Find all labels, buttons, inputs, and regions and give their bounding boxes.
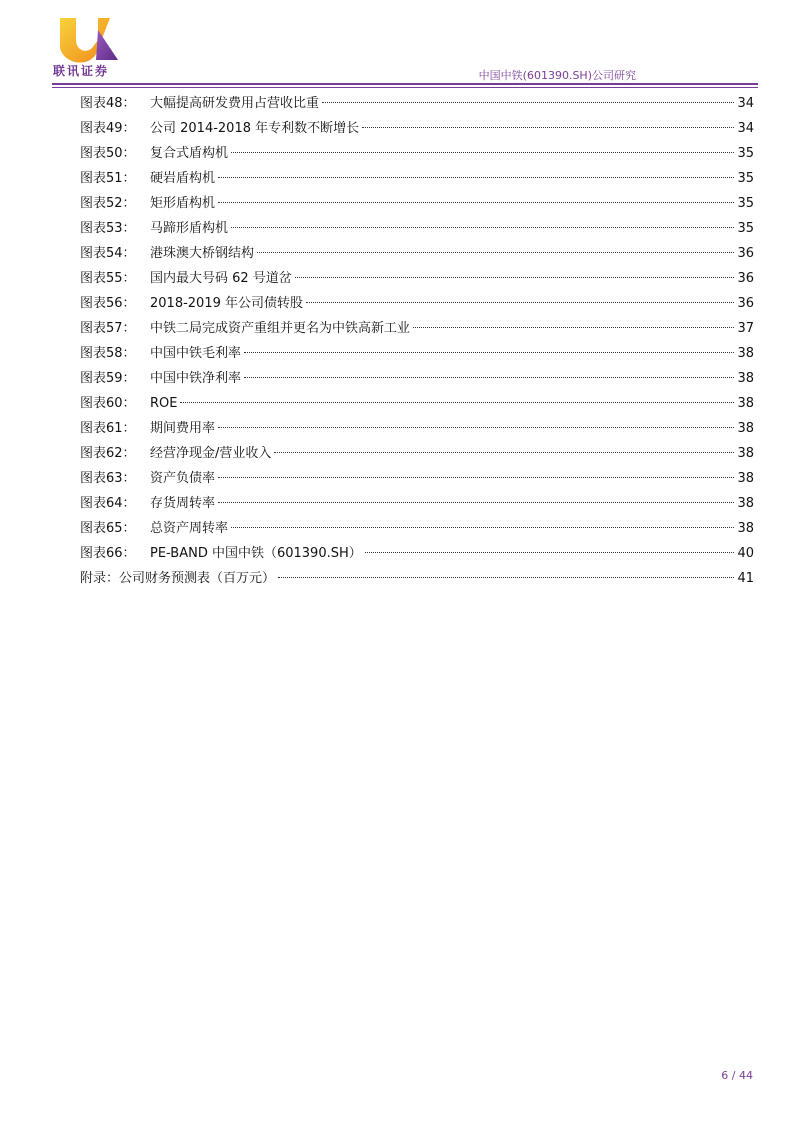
toc-entry[interactable] xyxy=(80,466,754,491)
toc-entry-title: 国内最大号码 62 号道岔 xyxy=(150,271,292,286)
toc-entry-title: 中国中铁净利率 xyxy=(150,371,242,386)
toc-entry-page: 38 xyxy=(737,371,754,386)
toc-entry-label: 图表49： xyxy=(80,121,136,136)
toc-entry-label: 图表58： xyxy=(80,346,136,361)
toc-entry-title: 经营净现金/营业收入 xyxy=(150,446,272,461)
header-rule xyxy=(52,83,758,85)
toc-entry-page: 38 xyxy=(737,396,754,411)
toc-entry-page: 37 xyxy=(737,321,754,336)
toc-entry-label: 图表54： xyxy=(80,246,136,261)
toc-entry-label: 图表62： xyxy=(80,446,136,461)
toc-entry-label: 图表61： xyxy=(80,421,136,436)
toc-entry-title: 矩形盾构机 xyxy=(150,196,216,211)
toc-entry[interactable] xyxy=(80,191,754,216)
page-number: 6 / 44 xyxy=(721,1069,753,1082)
dot-leader xyxy=(274,451,734,453)
dot-leader xyxy=(306,301,734,303)
toc-entry[interactable] xyxy=(80,166,754,191)
toc-entry-label: 图表57： xyxy=(80,321,136,336)
toc-entry[interactable] xyxy=(80,341,754,366)
dot-leader xyxy=(180,401,734,403)
toc-entry-label: 图表64： xyxy=(80,496,136,511)
toc-entry-page: 36 xyxy=(737,246,754,261)
dot-leader xyxy=(244,351,734,353)
toc-entry-page: 38 xyxy=(737,421,754,436)
toc-entry-title: PE-BAND 中国中铁（601390.SH） xyxy=(150,546,362,561)
toc-entry-title: 中国中铁毛利率 xyxy=(150,346,242,361)
toc-entry-title: 资产负债率 xyxy=(150,471,216,486)
toc-entry[interactable] xyxy=(80,291,754,316)
toc-entry-title: 中铁二局完成资产重组并更名为中铁高新工业 xyxy=(150,321,411,336)
logo-text: 联讯证券 xyxy=(53,64,110,78)
dot-leader xyxy=(413,326,734,328)
dot-leader xyxy=(218,476,734,478)
toc-entry[interactable] xyxy=(80,316,754,341)
toc-entry-title: 公司 2014-2018 年专利数不断增长 xyxy=(150,121,360,136)
toc-entry-label: 图表51： xyxy=(80,171,136,186)
toc-entry[interactable] xyxy=(80,91,754,116)
dot-leader xyxy=(231,151,734,153)
toc-entry-title: 大幅提高研发费用占营收比重 xyxy=(150,96,320,111)
toc-entry-label: 图表66： xyxy=(80,546,136,561)
toc-entry-appendix[interactable] xyxy=(80,566,754,591)
toc-entry[interactable] xyxy=(80,516,754,541)
dot-leader xyxy=(362,126,734,128)
toc-entry[interactable] xyxy=(80,491,754,516)
toc-entry[interactable] xyxy=(80,216,754,241)
dot-leader xyxy=(218,201,734,203)
toc-entry-title: 附录：公司财务预测表（百万元） xyxy=(80,571,276,586)
toc-entry-page: 40 xyxy=(737,546,754,561)
toc-entry-label: 图表60： xyxy=(80,396,136,411)
dot-leader xyxy=(322,101,734,103)
toc-entry-page: 35 xyxy=(737,196,754,211)
toc-entry-label: 图表52： xyxy=(80,196,136,211)
dot-leader xyxy=(231,226,734,228)
toc-entry-page: 38 xyxy=(737,346,754,361)
toc-entry-label: 图表48： xyxy=(80,96,136,111)
toc-entry-page: 38 xyxy=(737,446,754,461)
toc-entry-title: 存货周转率 xyxy=(150,496,216,511)
toc-entry[interactable] xyxy=(80,391,754,416)
toc-entry-title: 2018-2019 年公司债转股 xyxy=(150,296,303,311)
toc-entry-label: 图表50： xyxy=(80,146,136,161)
dot-leader xyxy=(218,176,734,178)
dot-leader xyxy=(218,501,734,503)
toc-entry-page: 38 xyxy=(737,521,754,536)
dot-leader xyxy=(231,526,734,528)
toc-entry-label: 图表59： xyxy=(80,371,136,386)
toc-entry-page: 36 xyxy=(737,296,754,311)
toc-entry-page: 36 xyxy=(737,271,754,286)
toc-entry-title: 期间费用率 xyxy=(150,421,216,436)
dot-leader xyxy=(244,376,734,378)
header-title: 中国中铁(601390.SH)公司研究 xyxy=(478,69,636,82)
toc-entry-page: 38 xyxy=(737,471,754,486)
toc-entry-title: 总资产周转率 xyxy=(150,521,229,536)
dot-leader xyxy=(278,576,734,578)
toc-entry[interactable] xyxy=(80,441,754,466)
toc-entry-label: 图表55： xyxy=(80,271,136,286)
toc-entry[interactable] xyxy=(80,366,754,391)
dot-leader xyxy=(365,551,735,553)
toc-entry-title: 港珠澳大桥钢结构 xyxy=(150,246,255,261)
toc-entry-label: 图表63： xyxy=(80,471,136,486)
toc-entry-page: 35 xyxy=(737,221,754,236)
dot-leader xyxy=(295,276,735,278)
toc-entry-page: 35 xyxy=(737,171,754,186)
toc-entry[interactable] xyxy=(80,266,754,291)
toc-entry-page: 35 xyxy=(737,146,754,161)
toc-entry[interactable] xyxy=(80,141,754,166)
header-rule-thin xyxy=(52,87,758,88)
table-of-figures xyxy=(80,91,754,591)
toc-entry-title: ROE xyxy=(150,396,178,411)
toc-entry-page: 34 xyxy=(737,96,754,111)
toc-entry[interactable] xyxy=(80,416,754,441)
toc-entry-page: 38 xyxy=(737,496,754,511)
toc-entry-label: 图表65： xyxy=(80,521,136,536)
toc-entry[interactable] xyxy=(80,541,754,566)
toc-entry-page: 34 xyxy=(737,121,754,136)
toc-entry-page: 41 xyxy=(737,571,754,586)
toc-entry-title: 马蹄形盾构机 xyxy=(150,221,229,236)
toc-entry-label: 图表56： xyxy=(80,296,136,311)
toc-entry-label: 图表53： xyxy=(80,221,136,236)
toc-entry-title: 硬岩盾构机 xyxy=(150,171,216,186)
toc-entry[interactable] xyxy=(80,241,754,266)
dot-leader xyxy=(218,426,734,428)
toc-entry-title: 复合式盾构机 xyxy=(150,146,229,161)
dot-leader xyxy=(257,251,734,253)
toc-entry[interactable] xyxy=(80,116,754,141)
